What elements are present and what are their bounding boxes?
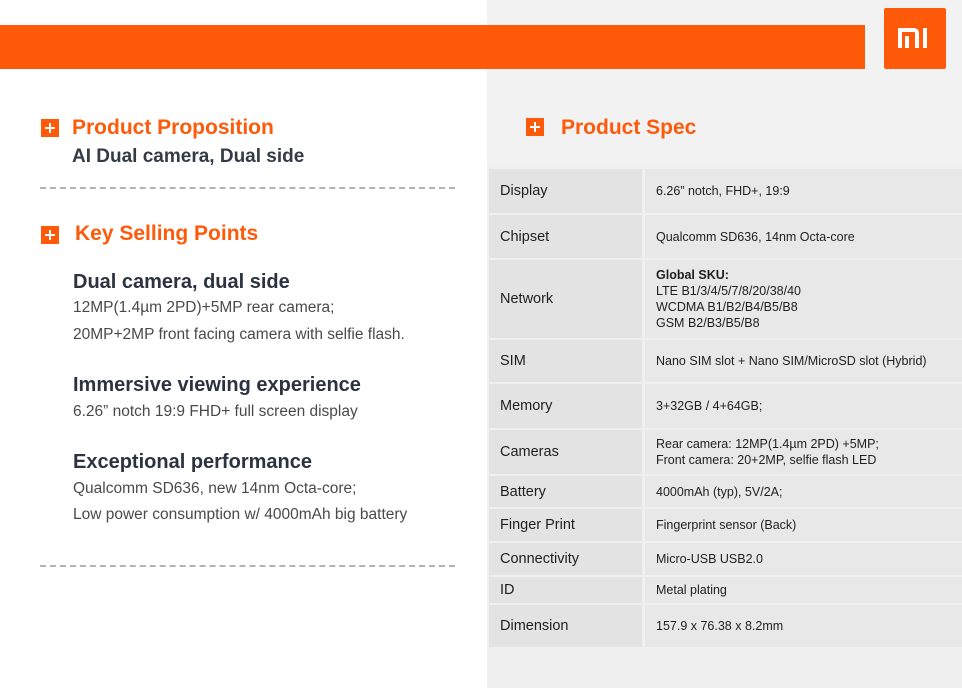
spec-value-line: 157.9 x 76.38 x 8.2mm [656,619,784,633]
spec-row-sim [489,340,962,382]
spec-value-line: Nano SIM slot + Nano SIM/MicroSD slot (Hybrid) [656,354,927,368]
spec-value-line: Fingerprint sensor (Back) [656,518,797,532]
spec-label: Connectivity [489,543,642,575]
spec-value-line: 4000mAh (typ), 5V/2A; [656,484,783,499]
spec-label: Chipset [489,215,642,258]
spec-plus-icon [526,118,544,136]
spec-value-line: Rear camera: 12MP(1.4µm 2PD) +5MP; [656,437,879,451]
mi-logo [884,8,946,69]
ksp-line: 12MP(1.4µm 2PD)+5MP rear camera; [73,299,335,316]
spec-label: Cameras [489,430,642,474]
spec-label: ID [489,577,642,603]
spec-label: SIM [489,340,642,382]
spec-value [645,476,962,507]
spec-value [645,340,962,382]
ksp-line: 6.26” notch 19:9 FHD+ full screen display [73,403,358,420]
spec-value-line: Global SKU: [656,268,729,282]
ksp-line: Low power consumption w/ 4000mAh big battery [73,506,408,523]
spec-row-dimension [489,605,962,647]
spec-label: Finger Print [489,509,642,541]
spec-label: Dimension [489,605,642,647]
divider [40,187,455,189]
spec-row-chipset [489,215,962,258]
spec-value-line: WCDMA B1/B2/B4/B5/B8 [656,300,798,314]
spec-value-line: LTE B1/3/4/5/7/8/20/38/40 [656,284,802,298]
spec-row-memory [489,384,962,428]
ksp-line: 20MP+2MP front facing camera with selfie flash. [73,326,405,343]
spec-row-display [489,169,962,213]
header-accent-bar [0,25,865,69]
spec-value-line: Qualcomm SD636, 14nm Octa-core [656,229,855,244]
spec-value [645,384,962,428]
proposition-plus-icon [41,119,59,137]
spec-value [645,215,962,258]
spec-value [645,430,962,474]
spec-value-line: 6.26” notch, FHD+, 19:9 [656,184,790,198]
ksp-heading: Dual camera, dual side [73,271,290,293]
ksp-heading: Exceptional performance [73,451,312,473]
spec-value [645,169,962,213]
spec-row-finger-print [489,509,962,541]
spec-value-line: Metal plating [656,583,727,597]
spec-label: Network [489,260,642,338]
ksp-heading: Immersive viewing experience [73,374,361,396]
spec-value [645,605,962,647]
divider [40,565,455,567]
spec-value-line: GSM B2/B3/B5/B8 [656,316,760,330]
proposition-title: Product Proposition [72,116,274,139]
ksp-line: Qualcomm SD636, new 14nm Octa-core; [73,480,357,497]
spec-row-connectivity [489,543,962,575]
proposition-subtitle: AI Dual camera, Dual side [72,146,305,167]
spec-value-line: 3+32GB / 4+64GB; [656,399,763,413]
spec-label: Battery [489,476,642,507]
ksp-title: Key Selling Points [75,222,259,245]
spec-row-network [489,260,962,338]
spec-row-cameras [489,430,962,474]
spec-value-line: Micro-USB USB2.0 [656,552,763,566]
spec-value [645,260,962,338]
mi-logo-icon [898,28,932,48]
spec-label: Display [489,169,642,213]
spec-value-line: Front camera: 20+2MP, selfie flash LED [656,453,877,467]
spec-row-battery [489,476,962,507]
spec-value [645,509,962,541]
spec-value [645,543,962,575]
spec-title: Product Spec [561,116,697,139]
spec-value [645,577,962,603]
spec-row-id [489,577,962,603]
spec-label: Memory [489,384,642,428]
ksp-plus-icon [41,226,59,244]
